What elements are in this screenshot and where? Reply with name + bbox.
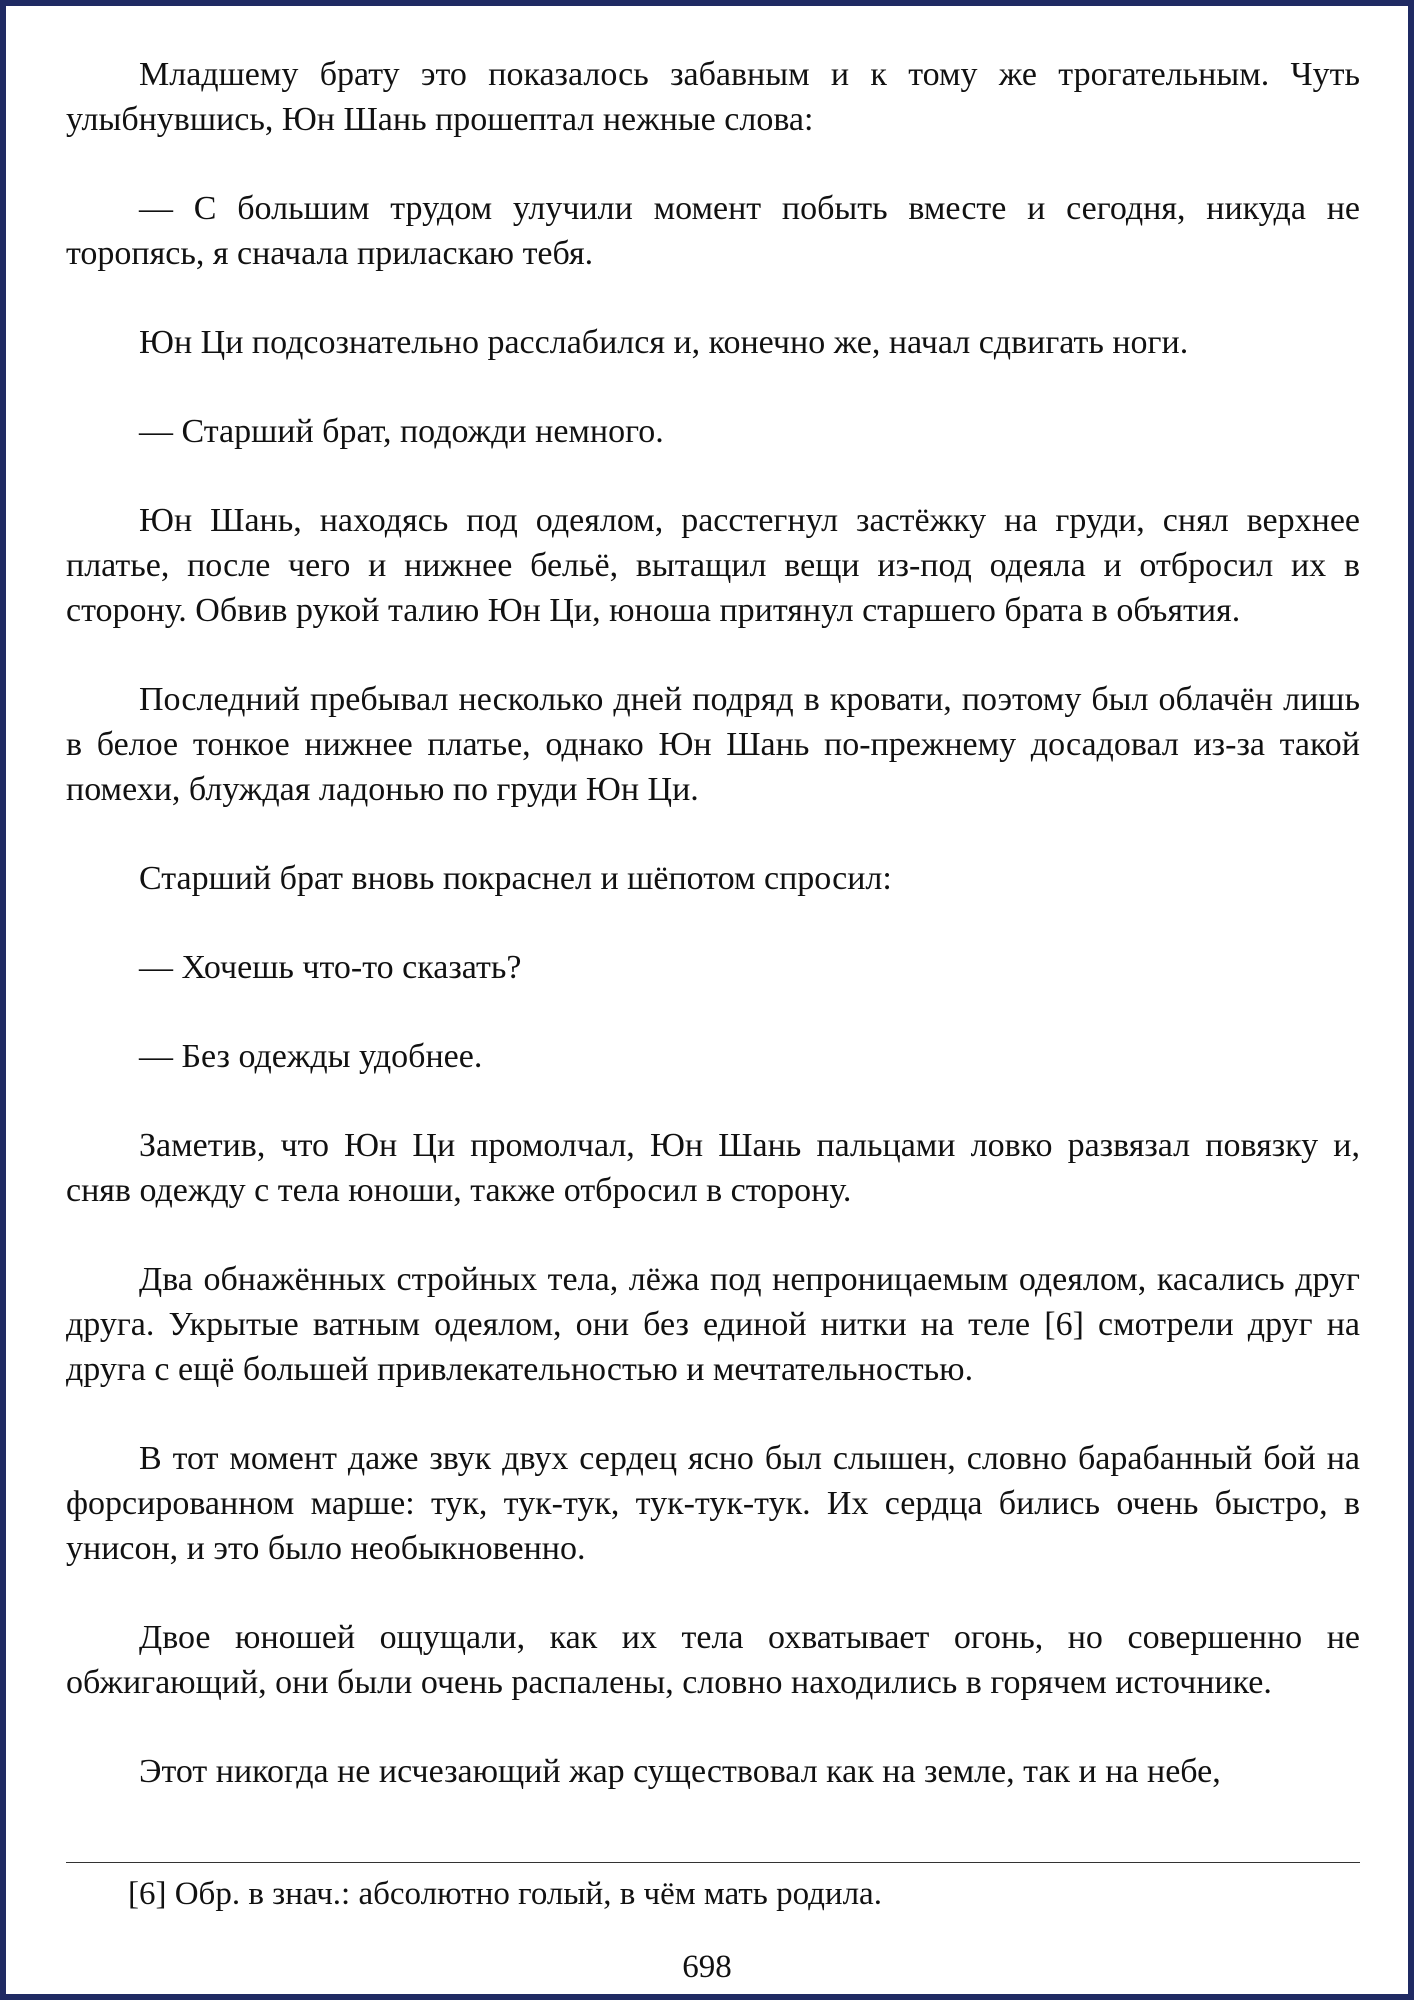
paragraph: — Старший брат, подожди немного. [139,413,664,450]
paragraph: В тот момент даже звук двух сердец ясно был слышен, словно барабанный бой на форсированном марше: тук, тук-тук, тук-тук-тук. Их сердца бились очень быстро, в унисон, и это было необыкновенно. [66,1440,1360,1567]
paragraph: — С большим трудом улучили момент побыть вместе и сегодня, никуда не торопясь, я сначала приласкаю тебя. [66,190,1360,272]
page-number: 698 [682,1949,732,1985]
footnote-divider [66,1862,1360,1863]
paragraph: Младшему брату это показалось забавным и к тому же трогательным. Чуть улыбнувшись, Юн Шань прошептал нежные слова: [66,56,1360,138]
paragraph: Старший брат вновь покраснел и шёпотом спросил: [139,860,892,897]
paragraph: Юн Ци подсознательно расслабился и, конечно же, начал сдвигать ноги. [139,324,1189,361]
paragraph: Два обнажённых стройных тела, лёжа под непроницаемым одеялом, касались друг друга. Укрытые ватным одеялом, они без единой нитки на теле [6] смотрели друг на друга с ещё большей привлекательностью и мечтательностью. [66,1261,1360,1388]
paragraph: — Хочешь что-то сказать? [139,949,522,986]
footnote: [6] Обр. в знач.: абсолютно голый, в чём мать родила. [128,1876,882,1912]
main-text [66,52,1360,1794]
paragraph: — Без одежды удобнее. [139,1038,483,1075]
paragraph: Этот никогда не исчезающий жар существовал как на земле, так и на небе, [139,1753,1221,1790]
paragraph: Юн Шань, находясь под одеялом, расстегнул застёжку на груди, снял верхнее платье, после чего и нижнее бельё, вытащил вещи из-под одеяла и отбросил их в сторону. Обвив рукой талию Юн Ци, юноша притянул старшего брата в объятия. [66,502,1360,629]
paragraph: Последний пребывал несколько дней подряд в кровати, поэтому был облачён лишь в белое тонкое нижнее платье, однако Юн Шань по-прежнему досадовал из-за такой помехи, блуждая ладонью по груди Юн Ци. [66,681,1360,808]
paragraph: Двое юношей ощущали, как их тела охватывает огонь, но совершенно не обжигающий, они были очень распалены, словно находились в горячем источнике. [66,1619,1360,1701]
paragraph: Заметив, что Юн Ци промолчал, Юн Шань пальцами ловко развязал повязку и, сняв одежду с тела юноши, также отбросил в сторону. [66,1127,1360,1209]
